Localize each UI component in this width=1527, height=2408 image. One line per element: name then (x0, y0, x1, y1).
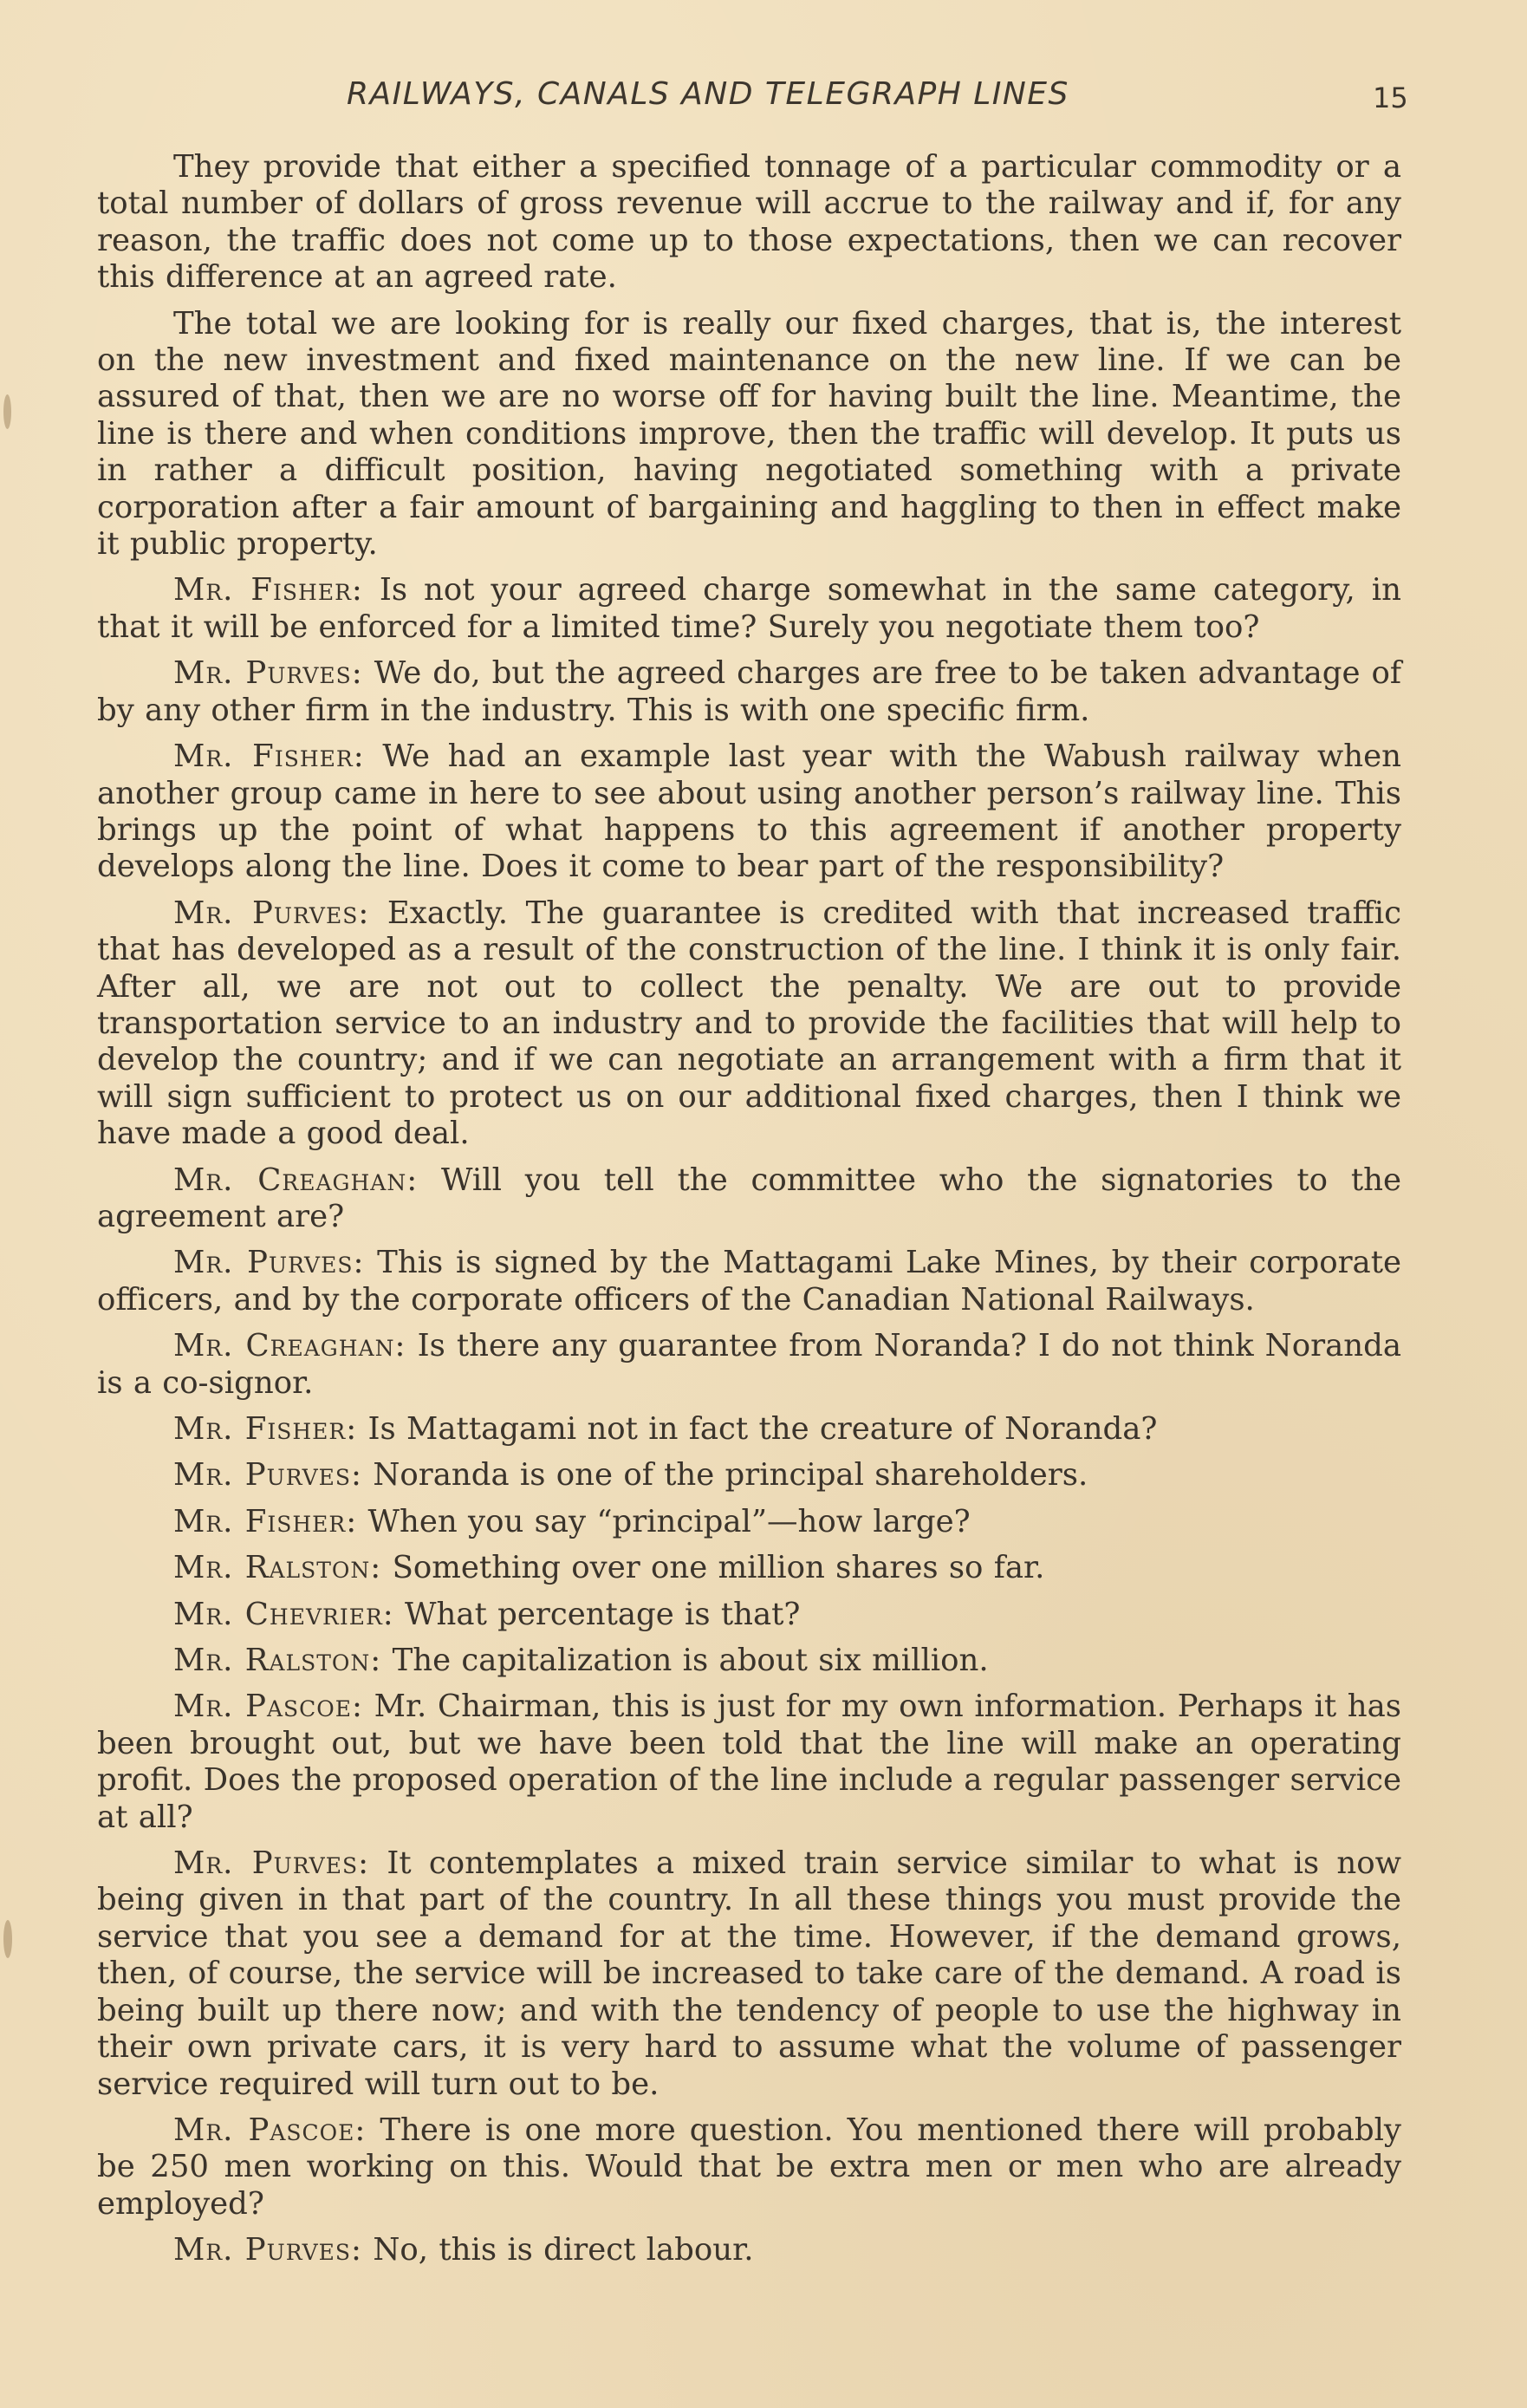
paragraph (97, 739, 1401, 886)
speaker-name: Mr. Fisher: (173, 1411, 358, 1447)
paragraph (97, 1689, 1401, 1836)
paragraph (97, 1845, 1401, 2103)
speaker-name: Mr. Purves: (173, 1845, 370, 1882)
paragraph (97, 1457, 1401, 1494)
paragraph-text: Something over one million shares so far. (392, 1550, 1045, 1586)
paragraph (97, 1411, 1401, 1448)
speaker-name: Mr. Pascoe: (173, 1689, 363, 1725)
binding-mark (3, 394, 11, 429)
paragraph-text: What percentage is that? (405, 1596, 801, 1632)
speaker-name: Mr. Purves: (173, 655, 363, 692)
paragraph (97, 1328, 1401, 1402)
paragraph (97, 1597, 1401, 1633)
paragraph-text: Is not your agreed charge somewhat in the same category, in that it will be enforced for a limited time? Surely you negotiate them too? (97, 572, 1401, 645)
paragraph-text: Noranda is one of the principal shareholders. (373, 1457, 1088, 1494)
paragraph (97, 1162, 1401, 1236)
speaker-name: Mr. Purves: (173, 895, 370, 931)
paragraph (97, 1550, 1401, 1586)
running-header: RAILWAYS, CANALS AND TELEGRAPH LINES (347, 76, 1069, 112)
paragraph-text: We had an example last year with the Wabush railway when another group came in here to see about using another person’s railway line. This brings up the point of what happens to this agreement if another property develops along the line. Does it come to bear part of the responsibility? (97, 739, 1401, 885)
paragraph-text: The total we are looking for is really our fixed charges, that is, the interest on the new investment and fixed maintenance on the new line. If we can be assured of that, then we are no worse off for having built the line. Meantime, the line is there and when conditions improve, then the traffic will develop. It puts us in rather a difficult position, having negotiated something with a private corporation after a fair amount of bargaining and haggling to then in effect make it public property. (97, 305, 1401, 563)
paragraph (97, 655, 1401, 729)
paragraph-text: We do, but the agreed charges are free to be taken advantage of by any other firm in the industry. This is with one specific firm. (97, 655, 1401, 728)
body-text (97, 149, 1401, 2279)
paragraph (97, 1643, 1401, 1679)
paragraph-text: Is Mattagami not in fact the creature of Noranda? (367, 1411, 1158, 1447)
paragraph-text: Will you tell the committee who the signatories to the agreement are? (97, 1162, 1401, 1234)
paragraph-text: This is signed by the Mattagami Lake Mines, by their corporate officers, and by the corporate officers of the Canadian National Railways. (97, 1245, 1401, 1318)
paragraph-text: The capitalization is about six million. (392, 1643, 989, 1679)
paragraph (97, 2232, 1401, 2268)
page-number: 15 (1373, 81, 1408, 114)
speaker-name: Mr. Fisher: (173, 572, 363, 609)
paragraph-text: When you say “principal”—how large? (367, 1503, 971, 1539)
speaker-name: Mr. Fisher: (173, 1503, 358, 1539)
paragraph (97, 2112, 1401, 2223)
speaker-name: Mr. Chevrier: (173, 1596, 394, 1632)
speaker-name: Mr. Fisher: (173, 739, 365, 775)
paragraph-text: Mr. Chairman, this is just for my own information. Perhaps it has been brought out, but we have been told that the line will make an operating profit. Does the proposed operation of the line include a regular passenger service at all? (97, 1689, 1401, 1835)
paragraph-text: Is there any guarantee from Noranda? I do not think Noranda is a co-signor. (97, 1328, 1401, 1401)
binding-mark (3, 1920, 12, 1958)
paragraph (97, 149, 1401, 296)
paragraph (97, 572, 1401, 646)
speaker-name: Mr. Ralston: (173, 1550, 382, 1586)
speaker-name: Mr. Creaghan: (173, 1162, 419, 1198)
speaker-name: Mr. Creaghan: (173, 1328, 406, 1364)
speaker-name: Mr. Ralston: (173, 1643, 382, 1679)
paragraph-text: No, this is direct labour. (373, 2232, 754, 2268)
paragraph-text: It contemplates a mixed train service similar to what is now being given in that part of the country. In all these things you must provide the service that you see a demand for at the time. However, if the demand grows, then, of course, the service will be increased to take care of the demand. A road is being built up there now; and with the tendency of people to use the highway in their own private cars, it is very hard to assume what the volume of passenger service required will turn out to be. (97, 1845, 1401, 2102)
paragraph-text: They provide that either a specified tonnage of a particular commodity or a total number of dollars of gross revenue will accrue to the railway and if, for any reason, the traffic does not come up to those expectations, then we can recover this difference at an agreed rate. (97, 149, 1401, 296)
paragraph (97, 1245, 1401, 1318)
paragraph-text: Exactly. The guarantee is credited with that increased traffic that has developed as a result of the construction of the line. I think it is only fair. After all, we are not out to collect the penalty. We are out to provide transportation service to an industry and to provide the facilities that will help to develop the country; and if we can negotiate an arrangement with a firm that it will sign sufficient to protect us on our additional fixed charges, then I think we have made a good deal. (97, 895, 1401, 1152)
speaker-name: Mr. Purves: (173, 1245, 365, 1281)
speaker-name: Mr. Purves: (173, 1457, 363, 1494)
paragraph (97, 306, 1401, 563)
paragraph-text: There is one more question. You mentioned there will probably be 250 men working on this. Would that be extra men or men who are already employed? (97, 2112, 1401, 2222)
paragraph (97, 1504, 1401, 1540)
speaker-name: Mr. Purves: (173, 2232, 363, 2268)
speaker-name: Mr. Pascoe: (173, 2112, 367, 2148)
paragraph (97, 895, 1401, 1153)
